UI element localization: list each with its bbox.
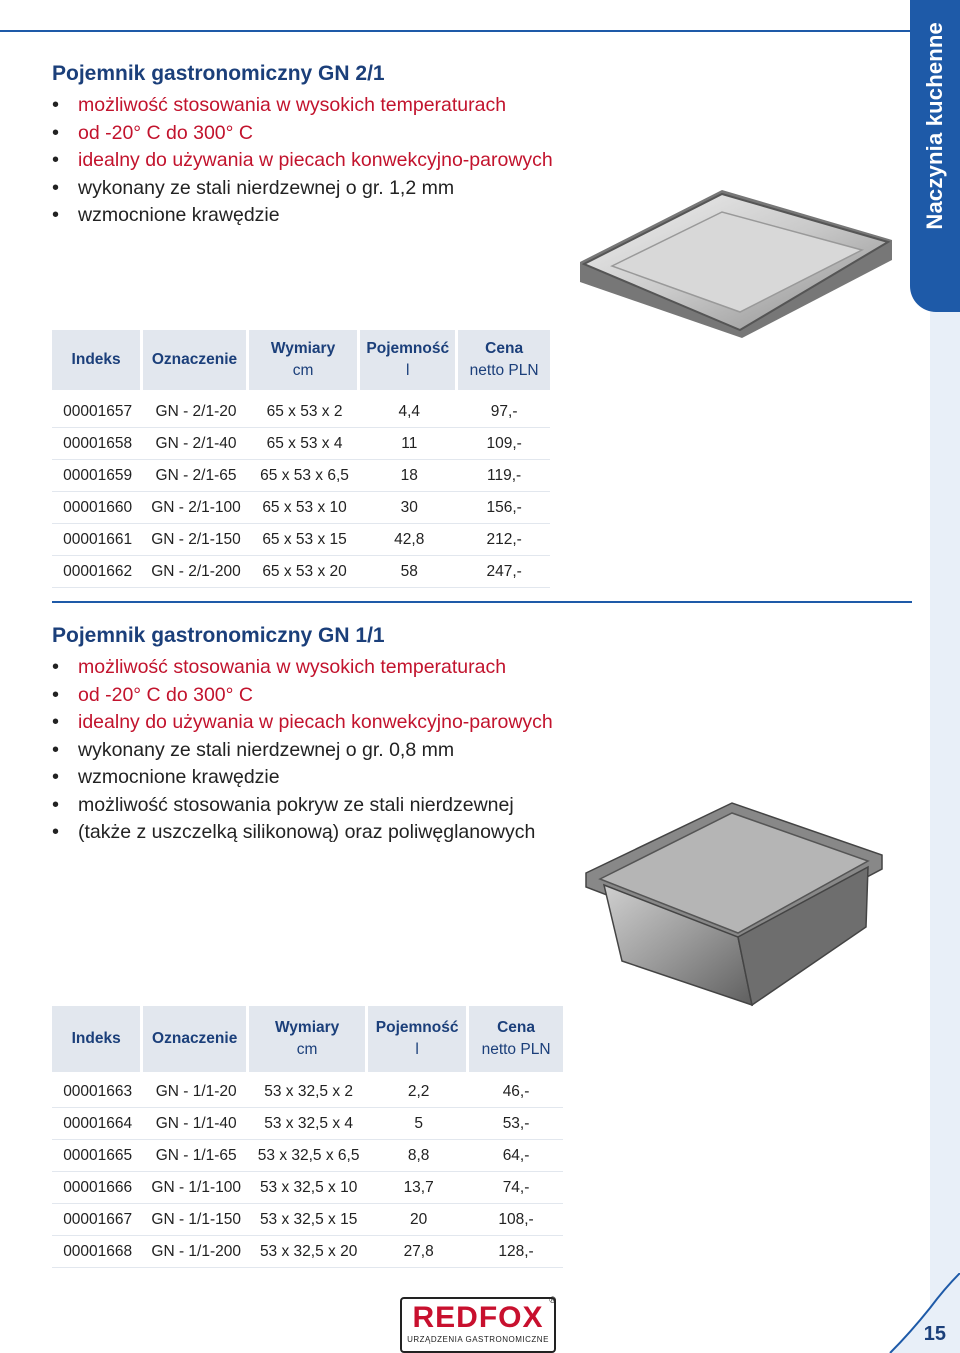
table-row: 00001666 GN - 1/1-100 53 x 32,5 x 10 13,7 74,- [52,1172,563,1204]
price-table-gn11 [52,1006,563,1268]
page-number: 15 [923,1323,946,1345]
section-title-gn11: Pojemnik gastronomiczny GN 1/1 [52,624,385,647]
gn21-tray-image [572,180,902,350]
col-header: Indeks [52,330,143,390]
logo-wordmark: REDFOX [412,1301,544,1334]
feature-item: • idealny do używania w piecach konwekcyjno-parowych [52,709,553,737]
feature-list-gn21 [52,92,553,230]
header-rule [0,30,930,32]
page-corner-decoration [870,1273,960,1353]
redfox-logo [400,1297,556,1353]
col-header: Oznaczenie [143,1006,249,1072]
price-table-gn21 [52,330,550,588]
registered-mark: ® [549,1295,556,1305]
feature-item-continued: • (także z uszczelką silikonową) oraz poliwęglanowych [52,819,553,847]
feature-item: • idealny do używania w piecach konwekcyjno-parowych [52,147,553,175]
feature-item: • od -20° C do 300° C [52,120,553,148]
feature-item: • wykonany ze stali nierdzewnej o gr. 1,2 mm [52,175,553,203]
table-row: 00001664 GN - 1/1-40 53 x 32,5 x 4 5 53,- [52,1108,563,1140]
table-row: 00001661 GN - 2/1-150 65 x 53 x 15 42,8 212,- [52,524,550,556]
logo-tagline: URZĄDZENIA GASTRONOMICZNE [407,1335,549,1344]
feature-list-gn11 [52,654,553,847]
feature-item: • wzmocnione krawędzie [52,202,553,230]
table-row: 00001667 GN - 1/1-150 53 x 32,5 x 15 20 108,- [52,1204,563,1236]
gn11-tray-image [582,795,892,1015]
category-tab-label: Naczynia kuchenne [922,22,947,230]
side-strip [930,312,960,1353]
table-row: 00001668 GN - 1/1-200 53 x 32,5 x 20 27,8 128,- [52,1236,563,1268]
col-header: Wymiary cm [249,330,360,390]
table-row: 00001657 GN - 2/1-20 65 x 53 x 2 4,4 97,- [52,396,550,428]
col-header: Pojemność l [360,330,458,390]
feature-item: • wzmocnione krawędzie [52,764,553,792]
section-title-gn21: Pojemnik gastronomiczny GN 2/1 [52,62,385,85]
table-row: 00001665 GN - 1/1-65 53 x 32,5 x 6,5 8,8 64,- [52,1140,563,1172]
col-header: Oznaczenie [143,330,249,390]
category-tab-label-wrap [910,0,960,230]
col-header: Pojemność l [368,1006,469,1072]
feature-item: • wykonany ze stali nierdzewnej o gr. 0,8 mm [52,737,553,765]
col-header: Indeks [52,1006,143,1072]
table-row: 00001658 GN - 2/1-40 65 x 53 x 4 11 109,- [52,428,550,460]
col-header: Wymiary cm [249,1006,368,1072]
col-header: Cena netto PLN [458,330,550,390]
col-header: Cena netto PLN [469,1006,563,1072]
table-row: 00001660 GN - 2/1-100 65 x 53 x 10 30 156,- [52,492,550,524]
table-row: 00001659 GN - 2/1-65 65 x 53 x 6,5 18 119,- [52,460,550,492]
feature-item: • od -20° C do 300° C [52,682,553,710]
feature-item: • możliwość stosowania w wysokich temperaturach [52,654,553,682]
table-row: 00001663 GN - 1/1-20 53 x 32,5 x 2 2,2 46,- [52,1076,563,1108]
feature-item: • możliwość stosowania pokryw ze stali nierdzewnej [52,792,553,820]
feature-item: • możliwość stosowania w wysokich temperaturach [52,92,553,120]
table-row: 00001662 GN - 2/1-200 65 x 53 x 20 58 247,- [52,556,550,588]
section-divider [52,601,912,603]
